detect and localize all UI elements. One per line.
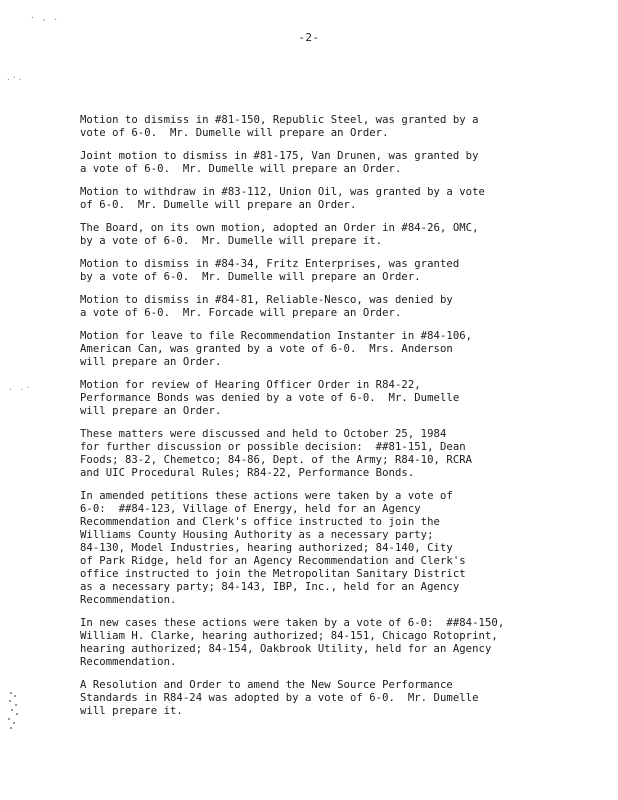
- minutes-body: [80, 114, 550, 728]
- paragraph-motion-fritz-enterprises: Motion to dismiss in #84-34, Fritz Enterprises, was granted by a vote of 6-0. Mr. Dumelle will prepare an Order.: [80, 258, 460, 283]
- scan-speck: . .·: [8, 383, 32, 392]
- paragraph-amended-petitions: In amended petitions these actions were taken by a vote of 6-0: ##84-123, Village of Energy, held for an Agency Recommendation and Clerk's office instructed to join the Williams County Housing Authority as a necessary party; 84-130, Model Industries, hearing authorized; 84-140, City of Park Ridge, held for an Agency Recommendation and Clerk's office instructed to join the Metropolitan Sanitary District as a necessary party; 84-143, IBP, Inc., held for an Agency Recommendation.: [80, 490, 466, 606]
- paragraph-resolution-r84-24: A Resolution and Order to amend the New Source Performance Standards in R84-24 was adopted by a vote of 6-0. Mr. Dumelle will prepare it.: [80, 679, 479, 717]
- paragraph-order-omc: The Board, on its own motion, adopted an Order in #84-26, OMC, by a vote of 6-0. Mr. Dumelle will prepare it.: [80, 222, 479, 247]
- scan-noise: [8, 692, 20, 732]
- paragraph-motion-republic-steel: Motion to dismiss in #81-150, Republic Steel, was granted by a vote of 6-0. Mr. Dumelle will prepare an Order.: [80, 114, 479, 139]
- paragraph-motion-american-can: Motion for leave to file Recommendation Instanter in #84-106, American Can, was granted by a vote of 6-0. Mrs. Anderson will prepare an Order.: [80, 330, 473, 368]
- paragraph-motion-reliable-nesco: Motion to dismiss in #84-81, Reliable-Nesco, was denied by a vote of 6-0. Mr. Forcade will prepare an Order.: [80, 294, 453, 319]
- page-number: -2-: [298, 31, 320, 44]
- paragraph-new-cases: In new cases these actions were taken by a vote of 6-0: ##84-150, William H. Clarke, hearing authorized; 84-151, Chicago Rotoprint, hearing authorized; 84-154, Oakbrook Utility, held for an Agency Recommendation.: [80, 617, 505, 668]
- paragraph-review-performance-bonds: Motion for review of Hearing Officer Order in R84-22, Performance Bonds was denied by a vote of 6-0. Mr. Dumelle will prepare an Order.: [80, 379, 460, 417]
- paragraph-motion-van-drunen: Joint motion to dismiss in #81-175, Van Drunen, was granted by a vote of 6-0. Mr. Dumelle will prepare an Order.: [80, 150, 479, 175]
- scan-speck: · , .: [30, 13, 60, 22]
- paragraph-motion-union-oil: Motion to withdraw in #83-112, Union Oil, was granted by a vote of 6-0. Mr. Dumelle will prepare an Order.: [80, 186, 485, 211]
- paragraph-matters-held: These matters were discussed and held to October 25, 1984 for further discussion or possible decision: ##81-151, Dean Foods; 83-2, Chemetco; 84-86, Dept. of the Army; R84-10, RCRA and UIC Procedural Rules; R84-22, Performance Bonds.: [80, 428, 473, 479]
- scan-speck: .·.: [6, 73, 24, 82]
